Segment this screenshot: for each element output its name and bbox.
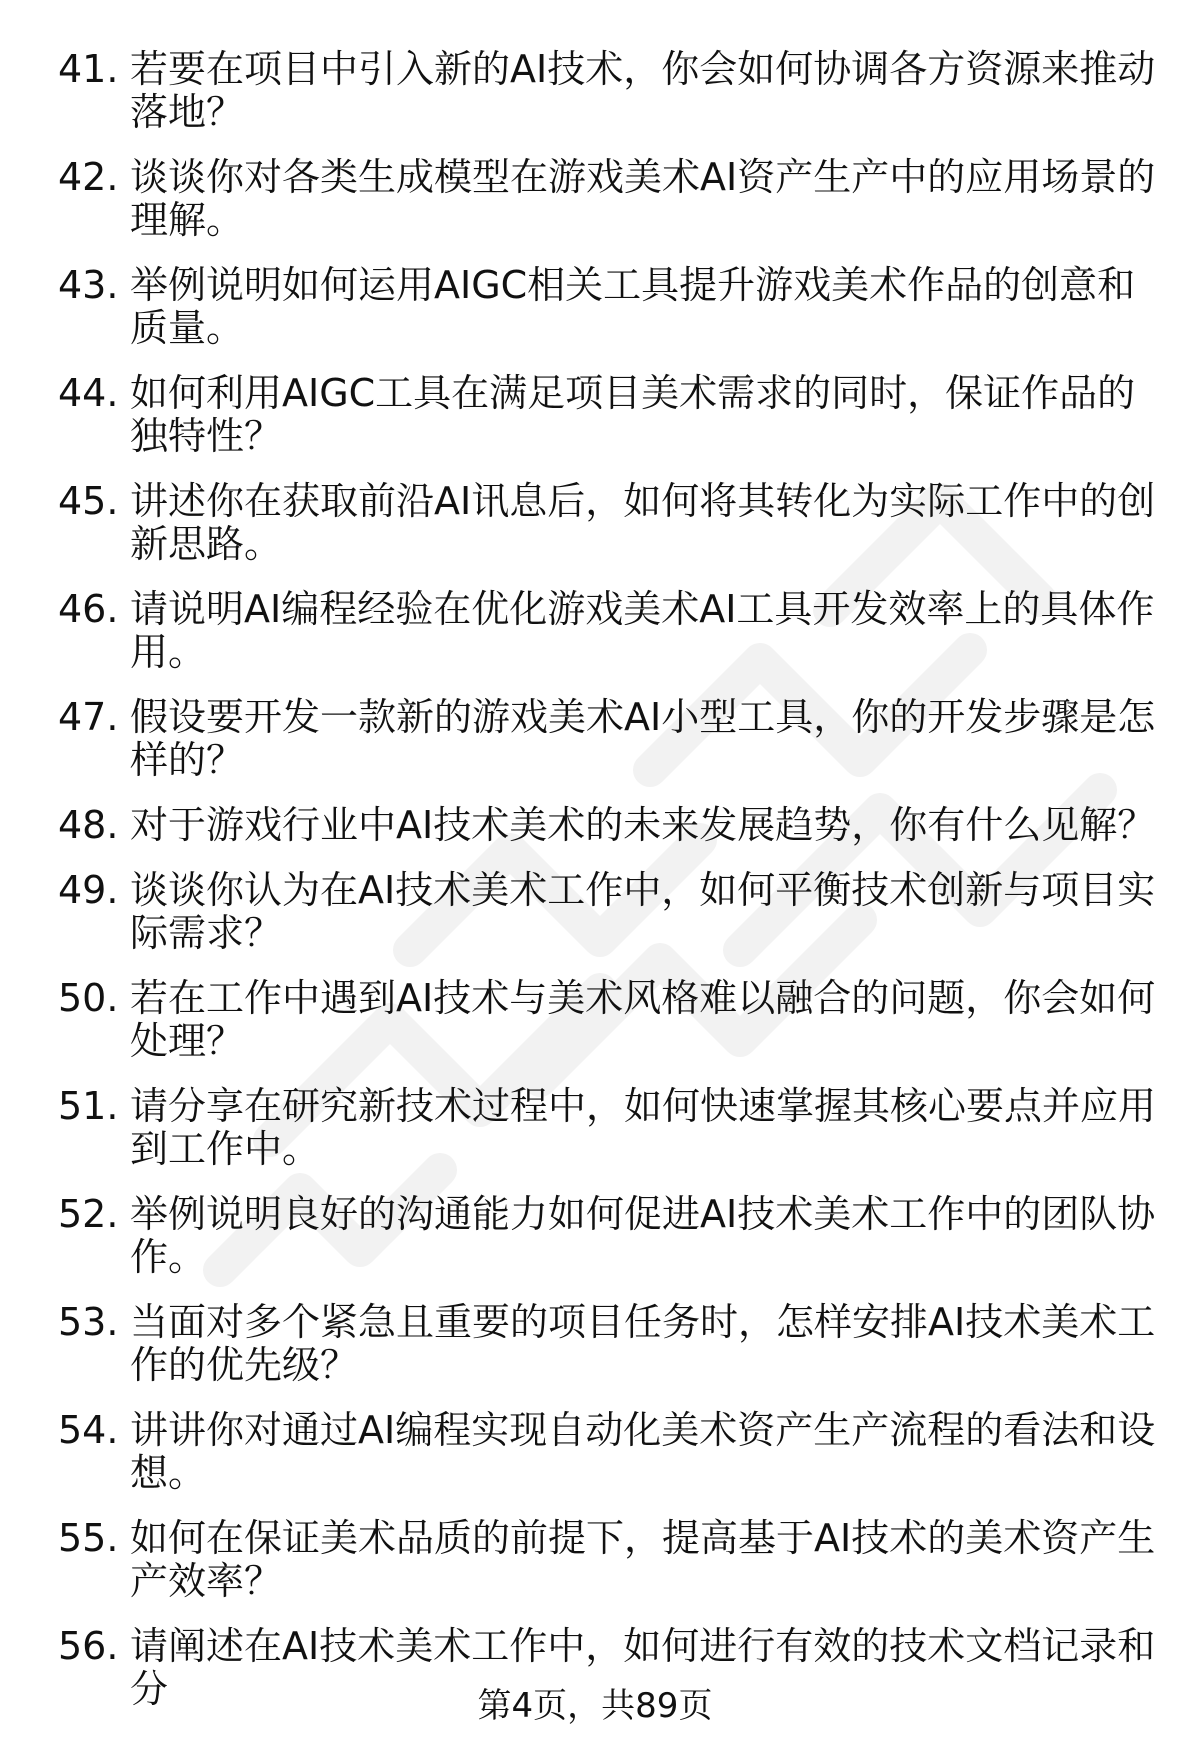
question-item (58, 480, 1168, 566)
question-number: 44. (58, 371, 119, 415)
question-list (58, 48, 1168, 1733)
question-number: 46. (58, 587, 119, 631)
question-item (58, 1517, 1168, 1603)
question-number: 49. (58, 868, 119, 912)
question-text: 如何在保证美术品质的前提下，提高基于AI技术的美术资产生产效率？ (130, 1516, 1156, 1603)
question-number: 45. (58, 479, 119, 523)
question-item (58, 588, 1168, 674)
question-text: 请分享在研究新技术过程中，如何快速掌握其核心要点并应用到工作中。 (130, 1084, 1157, 1171)
question-number: 51. (58, 1084, 119, 1128)
question-text: 当面对多个紧急且重要的项目任务时，怎样安排AI技术美术工作的优先级？ (130, 1300, 1156, 1387)
question-text: 若要在项目中引入新的AI技术，你会如何协调各方资源来推动落地？ (130, 47, 1156, 134)
question-text: 谈谈你对各类生成模型在游戏美术AI资产生产中的应用场景的理解。 (130, 155, 1156, 242)
question-number: 41. (58, 47, 119, 91)
question-item (58, 1193, 1168, 1279)
question-number: 50. (58, 976, 119, 1020)
question-text: 对于游戏行业中AI技术美术的未来发展趋势，你有什么见解？ (130, 803, 1156, 847)
question-text: 举例说明如何运用AIGC相关工具提升游戏美术作品的创意和质量。 (130, 263, 1136, 350)
question-text: 请阐述在AI技术美术工作中，如何进行有效的技术文档记录和分 (130, 1624, 1156, 1711)
question-number: 43. (58, 263, 119, 307)
question-item (58, 696, 1168, 782)
question-number: 47. (58, 695, 119, 739)
question-text: 请说明AI编程经验在优化游戏美术AI工具开发效率上的具体作用。 (130, 587, 1155, 674)
question-text: 如何利用AIGC工具在满足项目美术需求的同时，保证作品的独特性？ (130, 371, 1136, 458)
question-number: 42. (58, 155, 119, 199)
question-number: 56. (58, 1624, 119, 1668)
question-item (58, 1301, 1168, 1387)
question-number: 52. (58, 1192, 119, 1236)
question-text: 讲述你在获取前沿AI讯息后，如何将其转化为实际工作中的创新思路。 (130, 479, 1156, 566)
question-item (58, 1085, 1168, 1171)
question-text: 假设要开发一款新的游戏美术AI小型工具，你的开发步骤是怎样的？ (130, 695, 1156, 782)
question-number: 54. (58, 1408, 119, 1452)
question-item (58, 869, 1168, 955)
question-item (58, 977, 1168, 1063)
question-item (58, 264, 1168, 350)
question-number: 55. (58, 1516, 119, 1560)
page-footer: 第4页，共89页 (477, 1686, 713, 1726)
question-text: 举例说明良好的沟通能力如何促进AI技术美术工作中的团队协作。 (130, 1192, 1156, 1279)
question-number: 48. (58, 803, 119, 847)
question-item (58, 804, 1168, 847)
question-item (58, 156, 1168, 242)
question-text: 讲讲你对通过AI编程实现自动化美术资产生产流程的看法和设想。 (130, 1408, 1156, 1495)
question-number: 53. (58, 1300, 119, 1344)
question-text: 若在工作中遇到AI技术与美术风格难以融合的问题，你会如何处理？ (130, 976, 1156, 1063)
question-item (58, 372, 1168, 458)
question-text: 谈谈你认为在AI技术美术工作中，如何平衡技术创新与项目实际需求？ (130, 868, 1156, 955)
question-item (58, 1409, 1168, 1495)
question-item (58, 48, 1168, 134)
